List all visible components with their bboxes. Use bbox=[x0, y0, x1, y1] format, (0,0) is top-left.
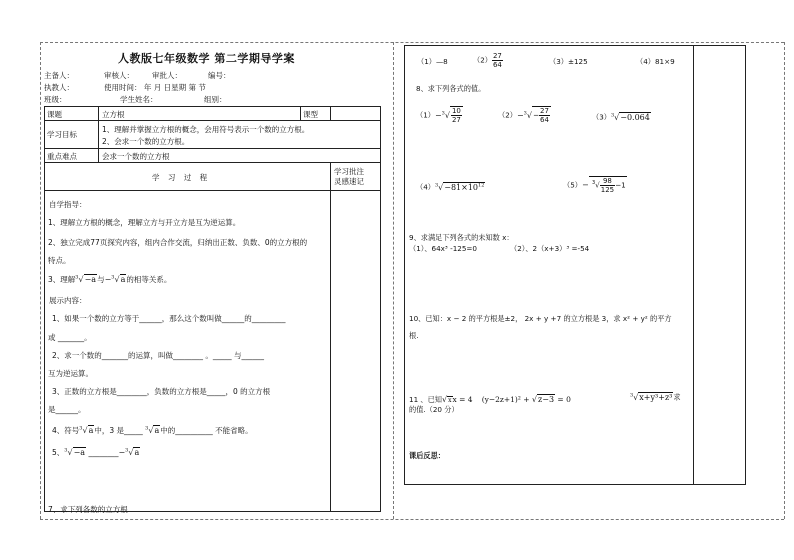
show-heading: 展示内容： bbox=[49, 296, 87, 305]
guide-heading: 自学指导： bbox=[49, 200, 87, 209]
topic-label: 课题 bbox=[47, 110, 62, 119]
right-dashed-border bbox=[784, 42, 785, 519]
meta-use-time: 使用时间： 年 月 日星期 第 节 bbox=[104, 83, 206, 92]
q11-a: 11 、已知√xx = 4 (y−2z+1)² + √z−3 = 0 bbox=[409, 395, 571, 404]
reflection-label: 课后反思： bbox=[409, 451, 445, 460]
show-1b: 或 _______。 bbox=[48, 333, 92, 342]
notes-label-1: 学习批注 bbox=[334, 167, 364, 176]
middle-dashed-divider bbox=[393, 42, 394, 519]
q9-heading: 9、求满足下列各式的未知数 x： bbox=[409, 233, 514, 242]
r1-item-1: （1）—8 bbox=[417, 57, 448, 66]
meta-executor: 执教人： bbox=[44, 83, 74, 92]
q9-1: （1）、64x³ -125=0 bbox=[409, 244, 478, 253]
show-3b: 是______。 bbox=[48, 405, 86, 414]
q10-a: 10、已知：x − 2 的平方根是±2， 2x + y +7 的立方根是 3，求 x² + y² 的平方 bbox=[409, 314, 672, 323]
show-5: 5、$^3$√−a ________−$^3$√a bbox=[52, 447, 140, 457]
bottom-dashed-border bbox=[40, 519, 784, 520]
meta-number: 编号： bbox=[208, 71, 231, 80]
guide-2a: 2、独立完成77页探究内容，组内合作交流，归纳出正数、负数、0的立方根的 bbox=[48, 238, 308, 247]
meta-approver: 审批人： bbox=[152, 71, 182, 80]
topic-value: 立方根 bbox=[102, 110, 125, 119]
key-label: 重点难点 bbox=[47, 152, 77, 161]
r1-item-2: （2） $\frac{27}{64}$ bbox=[473, 52, 502, 69]
guide-2b: 特点。 bbox=[48, 256, 71, 265]
meta-preparer: 主备人： bbox=[44, 71, 74, 80]
goal-2: 2、会求一个数的立方根。 bbox=[102, 137, 190, 146]
r1-item-3: （3）±125 bbox=[549, 57, 588, 66]
q9-2: （2）、2（x+3）³ =-54 bbox=[510, 244, 590, 253]
r1-item-4: （4）81×9 bbox=[636, 57, 675, 66]
type-label: 课型 bbox=[303, 110, 318, 119]
left-dashed-border bbox=[40, 42, 41, 519]
q10-b: 根. bbox=[409, 331, 419, 340]
meta-class: 班级： bbox=[44, 95, 67, 104]
meta-group: 组别： bbox=[204, 95, 227, 104]
top-dashed-border bbox=[40, 42, 784, 43]
q11-b: 的值.（20 分） bbox=[409, 405, 459, 414]
q8-5: （5）− $^3$√ $\frac{98}{125}$ −1 bbox=[563, 177, 626, 194]
show-2a: 2、求一个数的_______的运算，叫做________ 。_____ 与______ bbox=[52, 351, 265, 360]
q8-heading: 8、求下列各式的值。 bbox=[416, 84, 486, 93]
q8-1: （1）−$^3$√ $\frac{10}{27}$ bbox=[416, 107, 461, 124]
guide-1: 1、理解立方根的概念，理解立方与开立方是互为逆运算。 bbox=[48, 218, 241, 227]
show-3a: 3、正数的立方根是________，负数的立方根是_____，0 的立方根 bbox=[52, 387, 271, 396]
page-title: 人教版七年级数学 第二学期导学案 bbox=[118, 52, 295, 65]
q8-3: $(3)^3√-0.064$ bbox=[592, 112, 650, 122]
key-value: 会求一个数的立方根 bbox=[102, 152, 170, 161]
guide-3: 3、理解$^3$√−a与−$^3$√a的相等关系。 bbox=[48, 274, 172, 284]
goal-1: 1、理解并掌握立方根的概念，会用符号表示一个数的立方根。 bbox=[102, 125, 310, 134]
goal-label: 学习目标 bbox=[47, 130, 77, 139]
notes-label-2: 灵感速记 bbox=[334, 177, 364, 186]
q8-2: （2）−$^3$√− $\frac{27}{64}$ bbox=[498, 107, 549, 124]
process-label: 学 习 过 程 bbox=[152, 173, 211, 182]
meta-student: 学生姓名： bbox=[120, 95, 158, 104]
show-4: 4、符号$^3$√a中，3 是_____ $^3$√a中的__________ 不能省略。 bbox=[52, 425, 253, 435]
show-2b: 互为逆运算。 bbox=[48, 369, 93, 378]
show-7: 7、求下列各数的立方根 bbox=[48, 505, 128, 514]
q11-tail: $^3$√x+y³+z³求 bbox=[630, 392, 681, 402]
q8-4: $(4)^3√-81\times 10^{12}$ bbox=[416, 182, 485, 192]
meta-reviewer: 审核人： bbox=[104, 71, 134, 80]
show-1a: 1、如果一个数的立方等于______，那么这个数叫做______的_________ bbox=[52, 314, 286, 323]
